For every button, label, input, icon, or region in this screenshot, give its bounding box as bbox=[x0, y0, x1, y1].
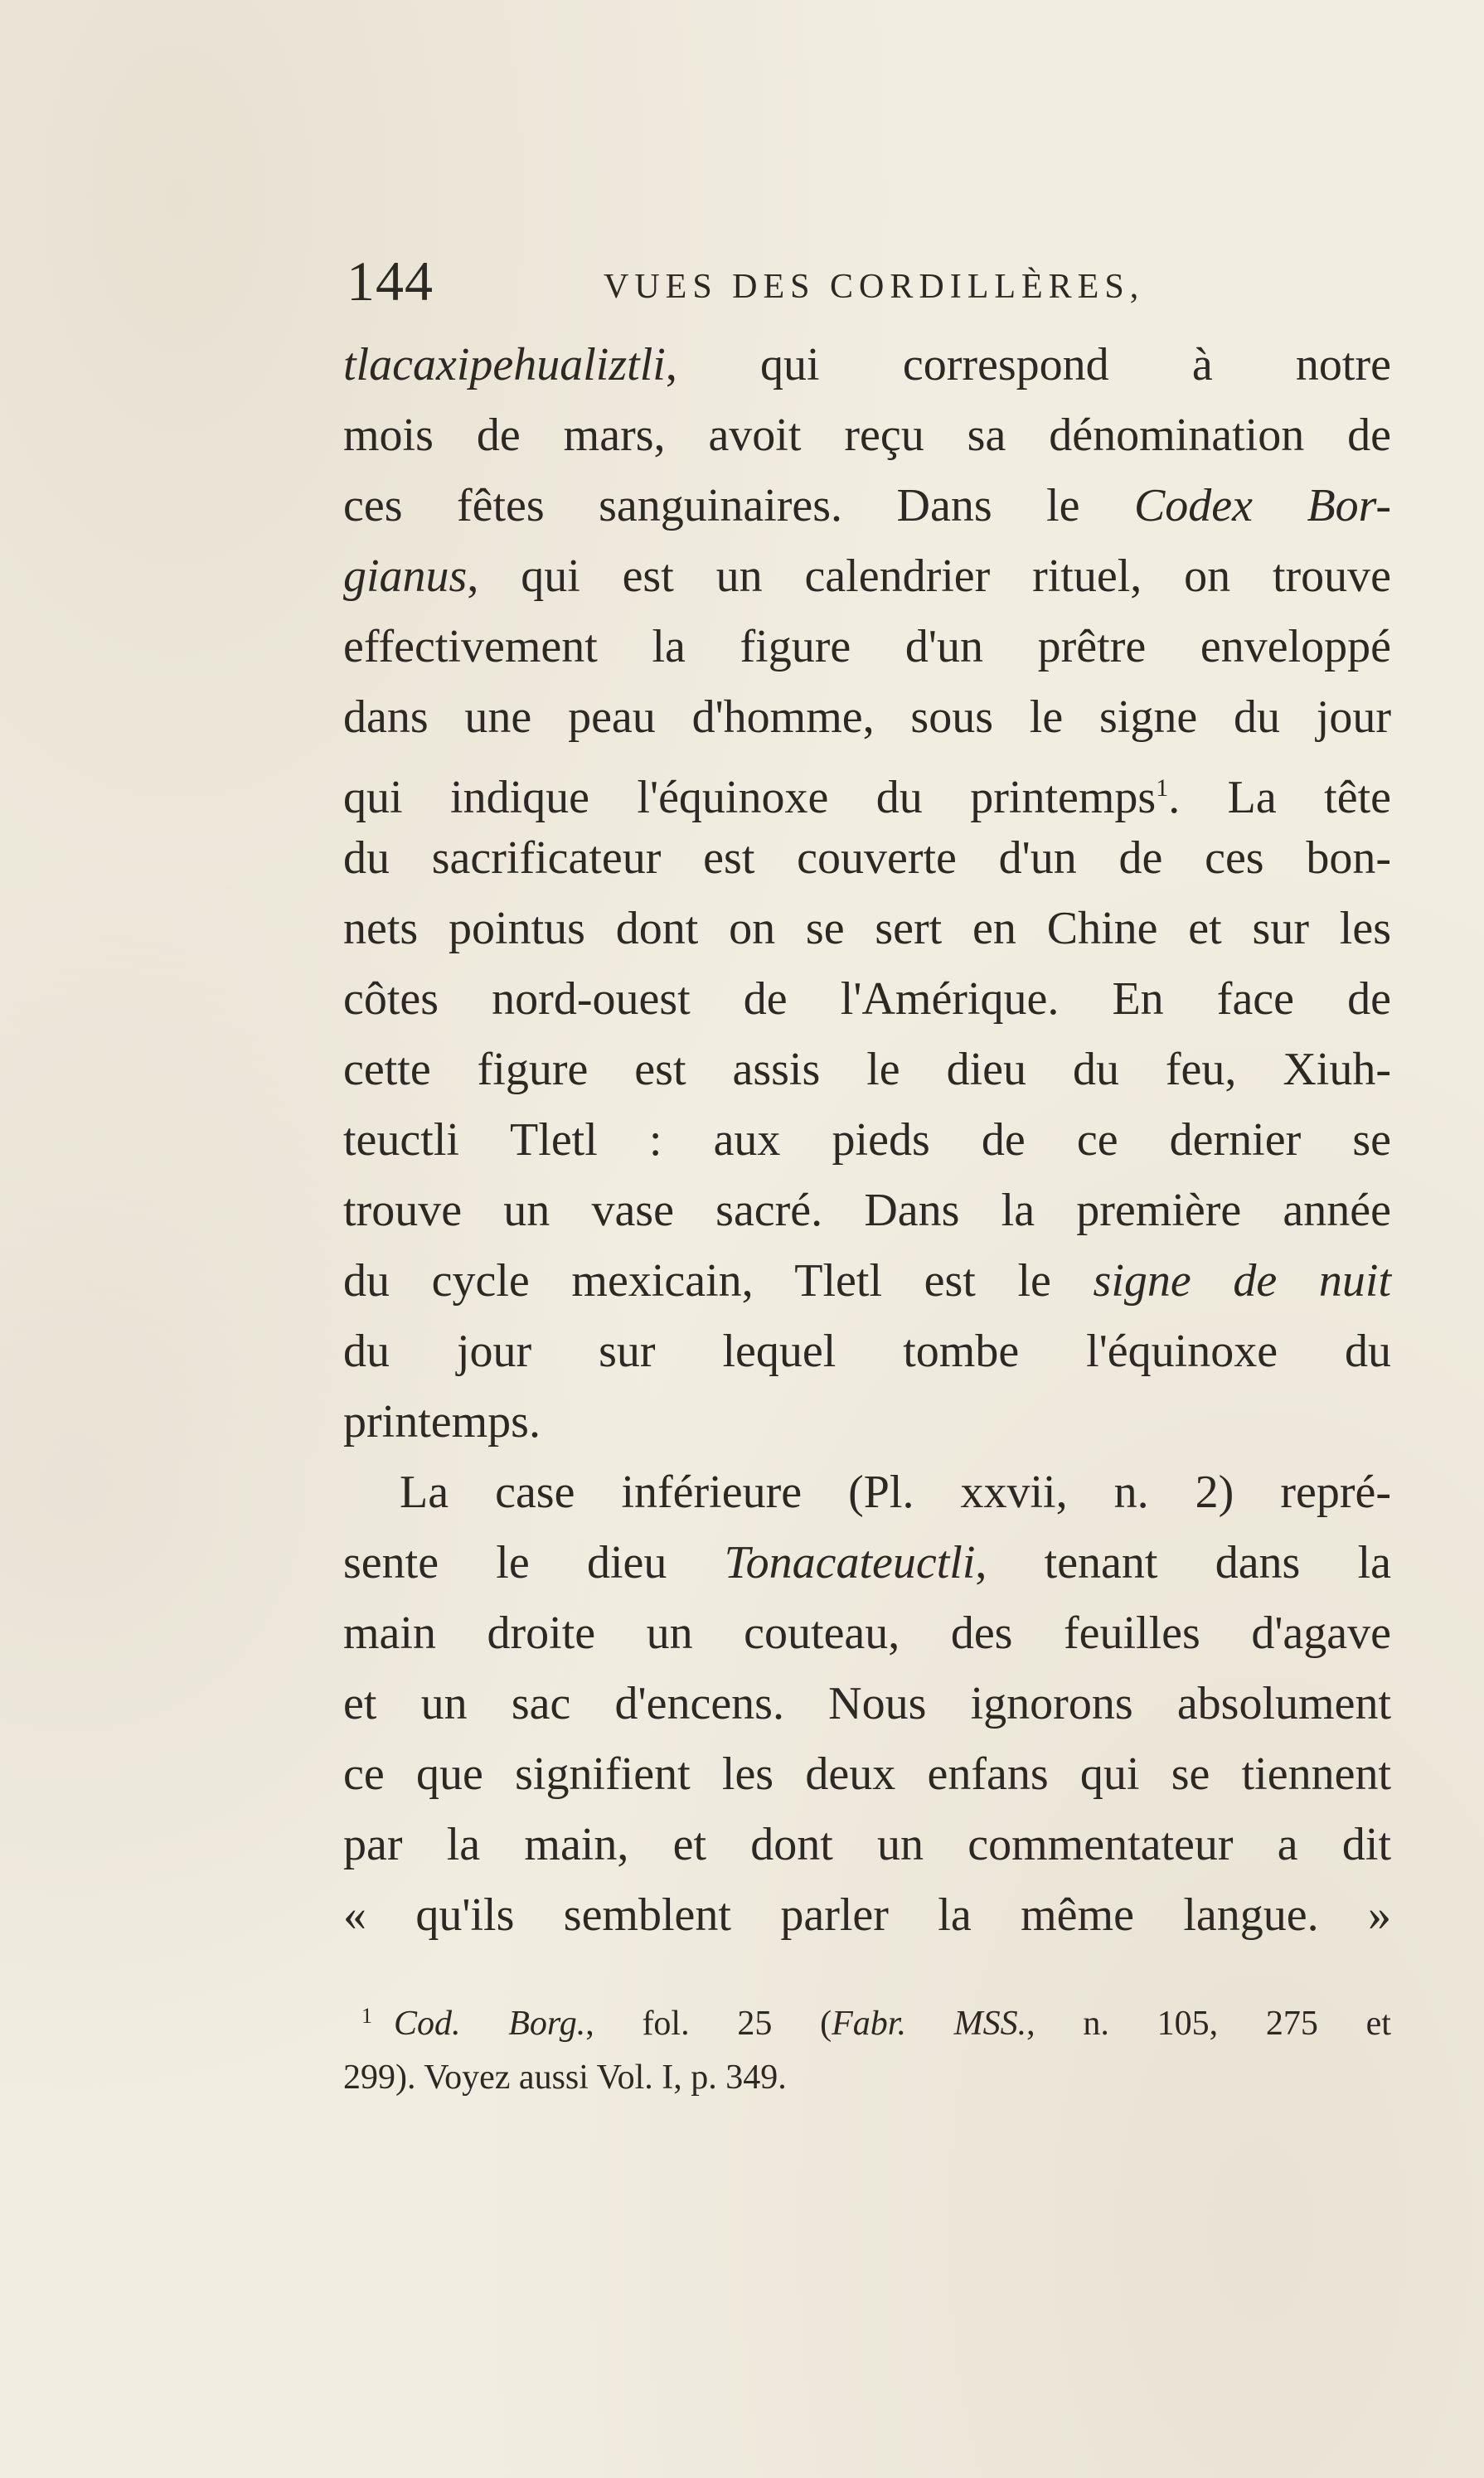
text-span: . La tête bbox=[1168, 772, 1392, 823]
italic-term: Cod. Borg. bbox=[394, 2005, 586, 2043]
text-line bbox=[343, 330, 1391, 400]
text-line: cette figure est assis le dieu du feu, Xiuh- bbox=[343, 1044, 1391, 1095]
text-span: du cycle mexicain, Tletl est le bbox=[343, 1255, 1094, 1307]
text-line: dans une peau d'homme, sous le signe du jour bbox=[343, 691, 1391, 743]
footnotes bbox=[343, 1986, 1391, 2108]
text-line bbox=[343, 1528, 1391, 1598]
text-span: , n. 105, 275 et bbox=[1026, 2005, 1391, 2043]
text-line: teuctli Tletl : aux pieds de ce dernier se bbox=[343, 1114, 1391, 1166]
running-head: VUES DES CORDILLÈRES, bbox=[604, 268, 1145, 306]
footnote-line bbox=[343, 1986, 1391, 2047]
text-line: du jour sur lequel tombe l'équinoxe du bbox=[343, 1326, 1391, 1377]
text-line: côtes nord-ouest de l'Amérique. En face de bbox=[343, 973, 1391, 1025]
text-line: du sacrificateur est couverte d'un de ces bon- bbox=[343, 832, 1391, 884]
page-header bbox=[347, 249, 1391, 315]
body-text bbox=[343, 330, 1391, 1951]
text-span: , tenant dans la bbox=[975, 1537, 1391, 1588]
text-line: trouve un vase sacré. Dans la première année bbox=[343, 1185, 1391, 1236]
paragraph-start-line: La case inférieure (Pl. xxvii, n. 2) repré- bbox=[400, 1467, 1391, 1518]
italic-term: Tonacateuctli bbox=[724, 1537, 976, 1588]
text-line: effectivement la figure d'un prêtre enveloppé bbox=[343, 621, 1391, 672]
text-line bbox=[343, 753, 1391, 823]
italic-term: Fabr. MSS. bbox=[832, 2005, 1027, 2043]
text-line bbox=[343, 541, 1391, 612]
text-line: et un sac d'encens. Nous ignorons absolument bbox=[343, 1678, 1391, 1729]
text-line bbox=[343, 1246, 1391, 1317]
text-span: sente le dieu bbox=[343, 1537, 725, 1588]
text-line: ce que signifient les deux enfans qui se tiennent bbox=[343, 1748, 1391, 1800]
page-number: 144 bbox=[347, 250, 434, 313]
text-line: mois de mars, avoit reçu sa dénomination de bbox=[343, 410, 1391, 461]
text-line: « qu'ils semblent parler la même langue. » bbox=[343, 1889, 1391, 1941]
text-span: , qui correspond à notre bbox=[665, 339, 1391, 390]
footnote-marker: 1 bbox=[361, 2004, 372, 2028]
text-line bbox=[343, 471, 1391, 541]
text-span: qui indique l'équinoxe du printemps bbox=[343, 772, 1157, 823]
footnote-line: 299). Voyez aussi Vol. I, p. 349. bbox=[343, 2059, 787, 2097]
italic-term: Codex Bor- bbox=[1133, 480, 1392, 531]
text-line: nets pointus dont on se sert en Chine et sur les bbox=[343, 903, 1391, 954]
text-line: main droite un couteau, des feuilles d'agave bbox=[343, 1608, 1391, 1659]
text-span: , qui est un calendrier rituel, on trouve bbox=[467, 550, 1391, 602]
text-line: par la main, et dont un commentateur a dit bbox=[343, 1819, 1391, 1870]
italic-term: tlacaxipehualiztli bbox=[343, 339, 666, 390]
text-span: , fol. 25 ( bbox=[585, 2005, 832, 2043]
paragraph-end-line: printemps. bbox=[343, 1396, 541, 1448]
italic-term: signe de nuit bbox=[1093, 1255, 1391, 1307]
footnote-reference: 1 bbox=[1156, 774, 1169, 802]
text-span: ces fêtes sanguinaires. Dans le bbox=[343, 480, 1134, 531]
italic-term: gianus bbox=[343, 550, 468, 602]
